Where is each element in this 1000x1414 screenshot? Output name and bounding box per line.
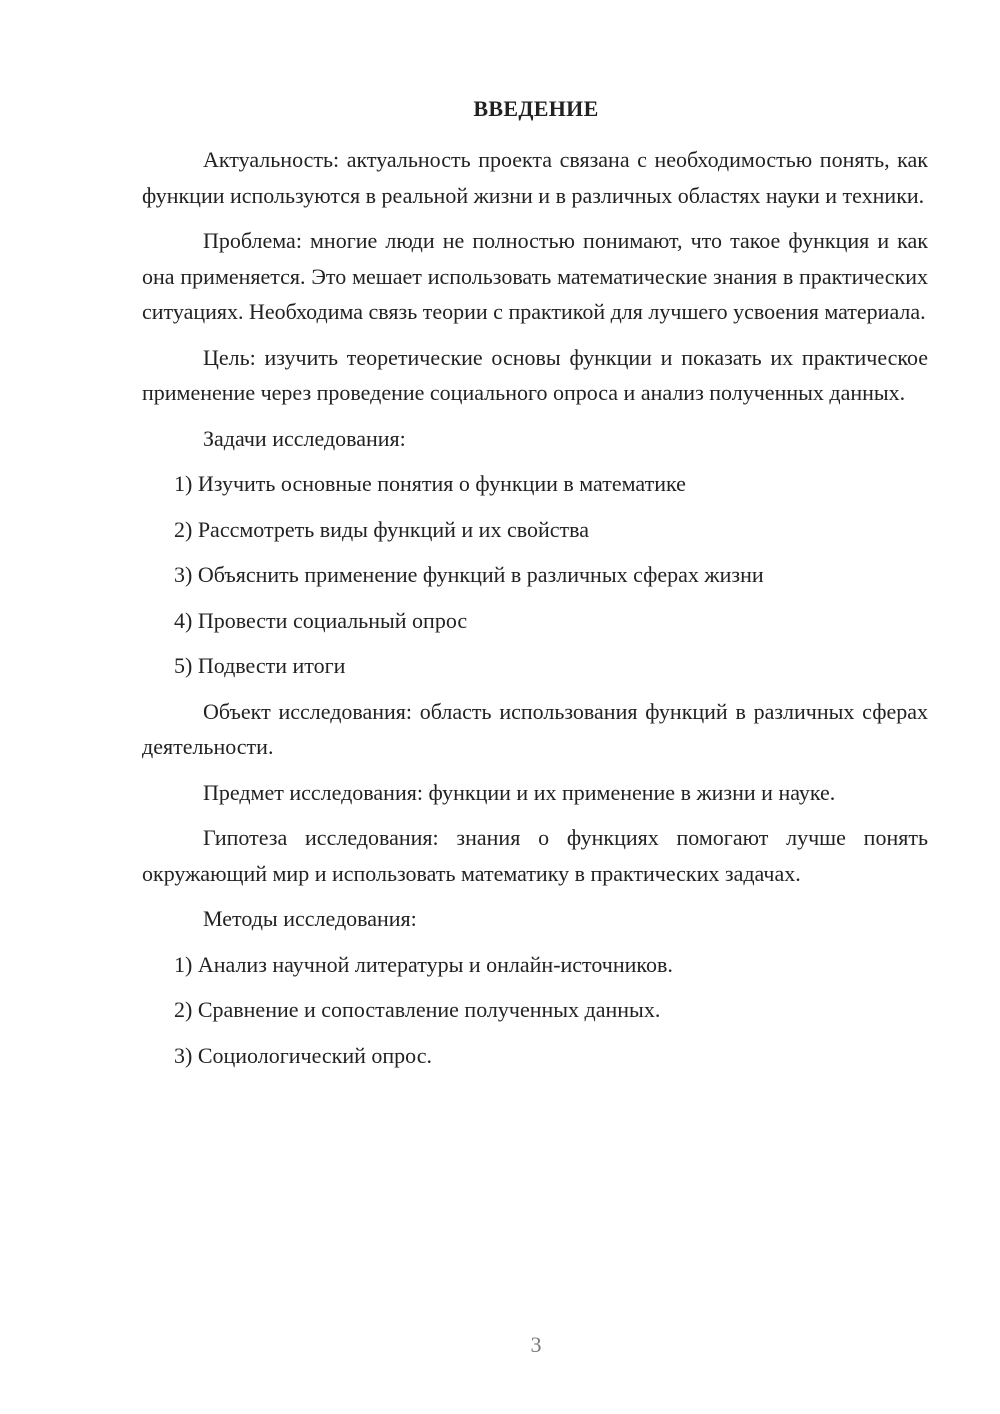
relevance-paragraph: Актуальность: актуальность проекта связана с необходимостью понять, как функции используются в реальной жизни и в различных областях науки и техники.: [142, 147, 928, 208]
methods-list: [142, 947, 928, 1074]
list-item: 3) Социологический опрос.: [174, 1042, 432, 1068]
document-body: [142, 142, 928, 1083]
object-paragraph: Объект исследования: область использования функций в различных сферах деятельности.: [142, 698, 928, 759]
tasks-heading: Задачи исследования:: [203, 425, 406, 451]
list-item: 2) Рассмотреть виды функций и их свойства: [174, 516, 589, 542]
list-item: 1) Анализ научной литературы и онлайн-источников.: [174, 951, 673, 977]
list-item: 1) Изучить основные понятия о функции в математике: [174, 471, 686, 496]
subject-paragraph: Предмет исследования: функции и их применение в жизни и науке.: [203, 779, 836, 805]
list-item: 3) Объяснить применение функций в различных сферах жизни: [174, 562, 764, 587]
problem-paragraph: Проблема: многие люди не полностью понимают, что такое функция и как она применяется. Это мешает использовать математические знания в практических ситуациях. Необходима связь теории с практикой для лучшего усвоения материала.: [142, 228, 928, 324]
section-title: ВВЕДЕНИЕ: [473, 96, 599, 121]
methods-heading: Методы исследования:: [203, 906, 417, 931]
list-item: 4) Провести социальный опрос: [174, 607, 468, 633]
goal-paragraph: Цель: изучить теоретические основы функции и показать их практическое применение через проведение социального опроса и анализ полученных данных.: [142, 344, 928, 405]
list-item: 2) Сравнение и сопоставление полученных данных.: [174, 997, 661, 1022]
list-item: 5) Подвести итоги: [174, 653, 346, 678]
hypothesis-paragraph: Гипотеза исследования: знания о функциях помогают лучше понять окружающий мир и использовать математику в практических задачах.: [142, 825, 928, 886]
page-number: 3: [530, 1332, 542, 1357]
tasks-list: [142, 466, 928, 684]
